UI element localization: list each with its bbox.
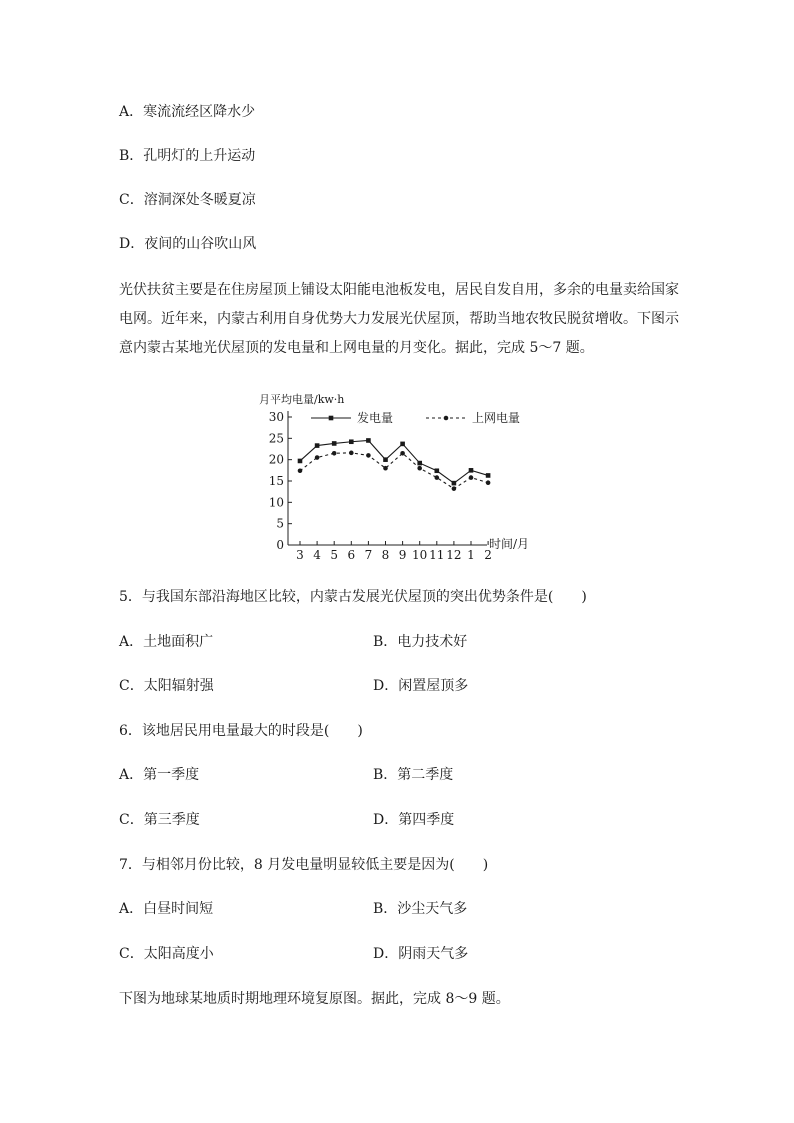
series-2-point [400, 451, 405, 456]
question-6-option-c: C．第三季度 [119, 812, 200, 828]
option-c: C．溶洞深处冬暖夏凉 [119, 192, 256, 208]
x-tick-label: 5 [330, 548, 339, 561]
x-tick-label: 1 [467, 548, 475, 561]
question-7-option-b: B．沙尘天气多 [373, 901, 468, 917]
series-2-point [417, 466, 422, 471]
y-tick-label: 15 [268, 474, 284, 488]
series-1-point [400, 442, 405, 447]
legend-marker-2 [444, 416, 449, 421]
series-2-point [315, 455, 320, 460]
option-a: A．寒流流经区降水少 [119, 104, 256, 120]
question-5-option-a: A．土地面积广 [119, 634, 214, 650]
series-1-point [315, 443, 320, 448]
series-2-point [383, 466, 388, 471]
series-1-point [366, 438, 371, 443]
series-1-point [486, 473, 491, 478]
x-tick-label: 4 [313, 548, 321, 561]
series-line-1 [300, 440, 488, 483]
x-tick-label: 9 [398, 548, 407, 561]
x-tick-label: 12 [446, 548, 462, 561]
question-5-option-d: D．闲置屋顶多 [373, 678, 469, 694]
series-line-2 [300, 453, 488, 489]
next-passage-intro: 下图为地球某地质时期地理环境复原图。据此，完成 8～9 题。 [119, 991, 510, 1007]
x-tick-label: 8 [381, 548, 390, 561]
question-6-option-b: B．第二季度 [373, 767, 454, 783]
x-tick-label: 11 [429, 548, 445, 561]
question-5-option-b: B．电力技术好 [373, 634, 468, 650]
series-1-point [435, 468, 440, 473]
legend-label-1: 发电量 [357, 411, 394, 425]
y-axis-label: 月平均电量/kw·h [259, 393, 345, 406]
x-tick-label: 3 [296, 548, 304, 561]
series-2-point [298, 468, 303, 473]
series-1-point [349, 439, 354, 444]
question-5-stem: 5．与我国东部沿海地区比较，内蒙古发展光伏屋顶的突出优势条件是( ) [119, 589, 587, 605]
legend-label-2: 上网电量 [472, 411, 521, 425]
question-7-option-d: D．阴雨天气多 [373, 946, 469, 962]
series-1-point [417, 461, 422, 466]
series-2-point [486, 480, 491, 485]
question-7-stem: 7．与相邻月份比较，8 月发电量明显较低主要是因为( ) [119, 857, 489, 873]
series-1-point [383, 457, 388, 462]
series-2-point [332, 451, 337, 456]
x-tick-label: 10 [412, 548, 428, 561]
x-tick-label: 2 [484, 548, 492, 561]
y-tick-label: 5 [276, 516, 284, 531]
series-1-point [332, 441, 337, 446]
y-tick-label: 10 [268, 495, 284, 510]
option-b: B．孔明灯的上升运动 [119, 148, 256, 164]
series-1-point [452, 481, 457, 486]
series-2-point [366, 453, 371, 458]
y-tick-label: 30 [268, 410, 284, 424]
question-6-option-a: A．第一季度 [119, 767, 200, 783]
series-2-point [469, 475, 474, 480]
x-tick-label: 7 [364, 548, 373, 561]
question-6-stem: 6．该地居民用电量最大的时段是( ) [119, 723, 363, 739]
x-axis-label: 时间/月 [489, 537, 530, 551]
y-tick-label: 0 [276, 538, 284, 552]
reading-passage: 光伏扶贫主要是在住房屋顶上铺设太阳能电池板发电，居民自发自用，多余的电量卖给国家电网。近年来，内蒙古利用自身优势大力发展光伏屋顶，帮助当地农牧民脱贫增收。下图示意内蒙古某地光伏屋顶的发电量和上网电量的月变化。据此，完成 5～7 题。 [119, 282, 679, 356]
series-2-point [435, 475, 440, 480]
question-6-option-d: D．第四季度 [373, 812, 455, 828]
y-tick-label: 25 [268, 431, 284, 446]
x-tick-label: 6 [347, 548, 356, 561]
series-1-point [469, 468, 474, 473]
series-2-point [452, 486, 457, 491]
question-5-option-c: C．太阳辐射强 [119, 678, 214, 694]
question-7-option-a: A．白昼时间短 [119, 901, 214, 917]
question-7-option-c: C．太阳高度小 [119, 946, 214, 962]
option-d: D．夜间的山谷吹山风 [119, 236, 257, 252]
series-2-point [349, 451, 354, 456]
line-chart [255, 391, 545, 561]
legend-marker-1 [329, 416, 334, 421]
y-tick-label: 20 [268, 452, 284, 467]
series-1-point [298, 459, 303, 464]
